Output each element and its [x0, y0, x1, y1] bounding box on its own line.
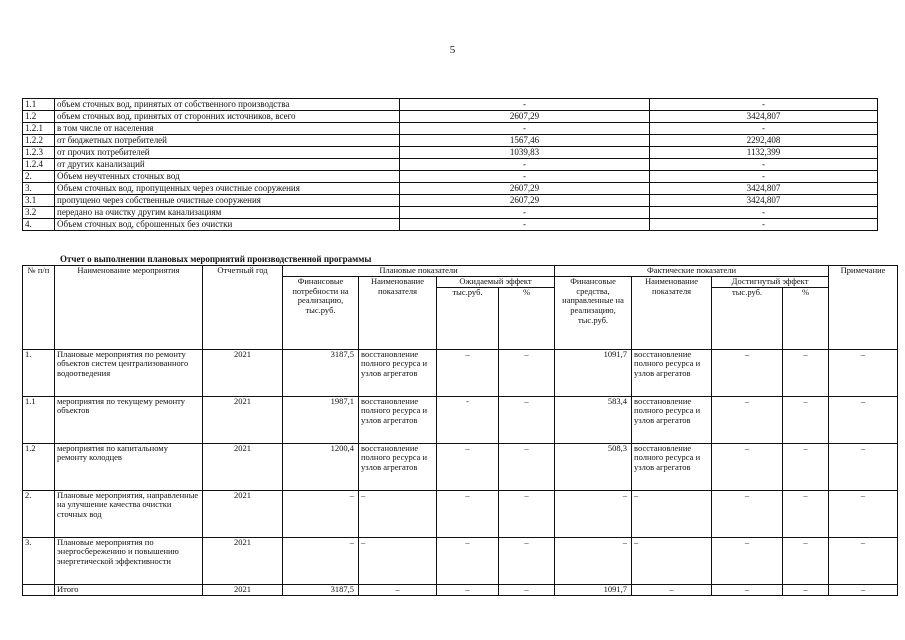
- row-fact-pct: –: [783, 537, 829, 584]
- table-row: [23, 123, 878, 135]
- row-plan-value: 2607,29: [400, 111, 650, 123]
- header-expected: Ожидаемый эффект: [437, 276, 555, 287]
- row-code: 3.2: [23, 207, 55, 219]
- row-fact-fin: –: [555, 537, 632, 584]
- row-fact-trub: –: [712, 349, 783, 396]
- row-fact-value: -: [650, 207, 878, 219]
- row-fact-value: -: [650, 171, 878, 183]
- row-plan-value: -: [400, 159, 650, 171]
- row-plan-fin: 1200,4: [283, 443, 359, 490]
- row-year: 2021: [203, 490, 283, 537]
- row-name: Объем неучтенных сточных вод: [55, 171, 400, 183]
- header-achieved: Достигнутый эффект: [712, 276, 829, 287]
- row-fact-trub: –: [712, 490, 783, 537]
- row-note: –: [829, 537, 898, 584]
- row-fact-value: -: [650, 99, 878, 111]
- total-row: [23, 584, 898, 595]
- total-plan-trub: –: [437, 584, 499, 595]
- table-row: [23, 443, 898, 490]
- total-name: Итого: [55, 584, 203, 595]
- row-code: 3.1: [23, 195, 55, 207]
- row-fact-value: 3424,807: [650, 183, 878, 195]
- row-fact-fin: 1091,7: [555, 349, 632, 396]
- header-fact-trub: тыс.руб.: [712, 287, 783, 349]
- wastewater-volume-table: [22, 98, 878, 231]
- row-fact-pct: –: [783, 490, 829, 537]
- header-plan-group: Плановые показатели: [283, 266, 555, 277]
- report-caption: Отчет о выполнении плановых мероприятий производственной программы: [60, 254, 372, 264]
- row-note: –: [829, 349, 898, 396]
- row-fact-value: -: [650, 159, 878, 171]
- row-code: 1.1: [23, 99, 55, 111]
- row-year: 2021: [203, 396, 283, 443]
- total-num-empty: [23, 584, 55, 595]
- row-plan-trub: –: [437, 443, 499, 490]
- row-plan-fin: 3187,5: [283, 349, 359, 396]
- row-year: 2021: [203, 349, 283, 396]
- table-row: [23, 111, 878, 123]
- header-plan-pct: %: [499, 287, 555, 349]
- row-fact-indicator: восстановление полного ресурса и узлов агрегатов: [632, 443, 712, 490]
- row-fact-trub: –: [712, 396, 783, 443]
- row-plan-trub: –: [437, 490, 499, 537]
- row-plan-trub: -: [437, 396, 499, 443]
- row-code: 4.: [23, 219, 55, 231]
- header-note: Примечание: [829, 266, 898, 350]
- row-note: –: [829, 443, 898, 490]
- row-name: Плановые мероприятия, направленные на улучшение качества очистки сточных вод: [55, 490, 203, 537]
- table-row: [23, 171, 878, 183]
- row-plan-trub: –: [437, 537, 499, 584]
- total-fact-indicator: –: [632, 584, 712, 595]
- row-name: в том числе от населения: [55, 123, 400, 135]
- row-name: Объем сточных вод, сброшенных без очистки: [55, 219, 400, 231]
- total-fact-fin: 1091,7: [555, 584, 632, 595]
- row-code: 1.2.4: [23, 159, 55, 171]
- row-plan-indicator: восстановление полного ресурса и узлов агрегатов: [359, 349, 437, 396]
- total-year: 2021: [203, 584, 283, 595]
- header-plan-indicator: Наименование показателя: [359, 276, 437, 349]
- row-fact-pct: –: [783, 349, 829, 396]
- header-fact-fin: Финансовые средства, направленные на реализацию, тыс.руб.: [555, 276, 632, 349]
- row-name: Плановые мероприятия по ремонту объектов систем централизованного водоотведения: [55, 349, 203, 396]
- row-fact-indicator: восстановление полного ресурса и узлов агрегатов: [632, 349, 712, 396]
- table-row: [23, 135, 878, 147]
- row-fact-pct: –: [783, 396, 829, 443]
- table-row: [23, 349, 898, 396]
- row-name: объем сточных вод, принятых от сторонних источников, всего: [55, 111, 400, 123]
- row-name: от прочих потребителей: [55, 147, 400, 159]
- header-fact-indicator: Наименование показателя: [632, 276, 712, 349]
- row-fact-indicator: –: [632, 490, 712, 537]
- row-code: 3.: [23, 183, 55, 195]
- header-fact-pct: %: [783, 287, 829, 349]
- row-plan-value: 2607,29: [400, 195, 650, 207]
- row-code: 2.: [23, 171, 55, 183]
- row-plan-pct: –: [499, 537, 555, 584]
- table-row: [23, 159, 878, 171]
- row-plan-fin: 1987,1: [283, 396, 359, 443]
- row-plan-value: -: [400, 219, 650, 231]
- row-name: передано на очистку другим канализациям: [55, 207, 400, 219]
- row-code: 1.2.2: [23, 135, 55, 147]
- row-plan-indicator: –: [359, 490, 437, 537]
- total-plan-indicator: –: [359, 584, 437, 595]
- row-plan-pct: –: [499, 443, 555, 490]
- row-num: 3.: [23, 537, 55, 584]
- row-plan-trub: –: [437, 349, 499, 396]
- table-row: [23, 396, 898, 443]
- row-num: 2.: [23, 490, 55, 537]
- row-note: –: [829, 490, 898, 537]
- row-fact-trub: –: [712, 537, 783, 584]
- row-fact-indicator: восстановление полного ресурса и узлов агрегатов: [632, 396, 712, 443]
- row-fact-fin: 583,4: [555, 396, 632, 443]
- row-num: 1.1: [23, 396, 55, 443]
- table-row: [23, 490, 898, 537]
- row-plan-indicator: восстановление полного ресурса и узлов агрегатов: [359, 443, 437, 490]
- row-fact-pct: –: [783, 443, 829, 490]
- row-fact-value: -: [650, 219, 878, 231]
- header-fact-group: Фактические показатели: [555, 266, 829, 277]
- page-number: 5: [449, 44, 456, 56]
- row-fact-value: 2292,408: [650, 135, 878, 147]
- row-plan-indicator: –: [359, 537, 437, 584]
- total-plan-pct: –: [499, 584, 555, 595]
- row-name: мероприятия по текущему ремонту объектов: [55, 396, 203, 443]
- total-note: –: [829, 584, 898, 595]
- row-year: 2021: [203, 537, 283, 584]
- row-note: –: [829, 396, 898, 443]
- row-fact-trub: –: [712, 443, 783, 490]
- table-row: [23, 219, 878, 231]
- row-fact-value: 3424,807: [650, 195, 878, 207]
- row-plan-value: -: [400, 207, 650, 219]
- table-row: [23, 183, 878, 195]
- row-name: от других канализаций: [55, 159, 400, 171]
- header-plan-trub: тыс.руб.: [437, 287, 499, 349]
- row-code: 1.2.1: [23, 123, 55, 135]
- table-row: [23, 537, 898, 584]
- row-name: от бюджетных потребителей: [55, 135, 400, 147]
- row-name: мероприятия по капитальному ремонту колодцев: [55, 443, 203, 490]
- row-fact-value: -: [650, 123, 878, 135]
- row-plan-pct: –: [499, 490, 555, 537]
- row-fact-value: 3424,807: [650, 111, 878, 123]
- row-plan-indicator: восстановление полного ресурса и узлов агрегатов: [359, 396, 437, 443]
- table-row: [23, 99, 878, 111]
- row-fact-fin: –: [555, 490, 632, 537]
- row-num: 1.: [23, 349, 55, 396]
- row-plan-value: -: [400, 171, 650, 183]
- total-fact-pct: –: [783, 584, 829, 595]
- row-fact-fin: 508,3: [555, 443, 632, 490]
- row-plan-fin: –: [283, 537, 359, 584]
- row-code: 1.2.3: [23, 147, 55, 159]
- row-plan-value: 1039,83: [400, 147, 650, 159]
- row-plan-pct: –: [499, 349, 555, 396]
- row-plan-pct: –: [499, 396, 555, 443]
- table-row: [23, 147, 878, 159]
- header-row-1: [23, 266, 898, 277]
- table-row: [23, 195, 878, 207]
- row-name: Объем сточных вод, пропущенных через очистные сооружения: [55, 183, 400, 195]
- row-plan-value: -: [400, 99, 650, 111]
- row-plan-value: -: [400, 123, 650, 135]
- row-fact-value: 1132,399: [650, 147, 878, 159]
- total-fact-trub: –: [712, 584, 783, 595]
- planned-measures-table: [22, 265, 898, 596]
- row-plan-value: 2607,29: [400, 183, 650, 195]
- row-name: Плановые мероприятия по энергосбережению и повышению энергетической эффективности: [55, 537, 203, 584]
- table-row: [23, 207, 878, 219]
- header-name: Наименование мероприятия: [55, 266, 203, 350]
- total-plan-fin: 3187,5: [283, 584, 359, 595]
- row-code: 1.2: [23, 111, 55, 123]
- row-name: объем сточных вод, принятых от собственного производства: [55, 99, 400, 111]
- header-plan-fin: Финансовые потребности на реализацию, тыс.руб.: [283, 276, 359, 349]
- header-num: № п/п: [23, 266, 55, 350]
- row-fact-indicator: –: [632, 537, 712, 584]
- row-plan-value: 1567,46: [400, 135, 650, 147]
- row-year: 2021: [203, 443, 283, 490]
- header-year: Отчетный год: [203, 266, 283, 350]
- row-plan-fin: –: [283, 490, 359, 537]
- row-name: пропущено через собственные очистные сооружения: [55, 195, 400, 207]
- row-num: 1.2: [23, 443, 55, 490]
